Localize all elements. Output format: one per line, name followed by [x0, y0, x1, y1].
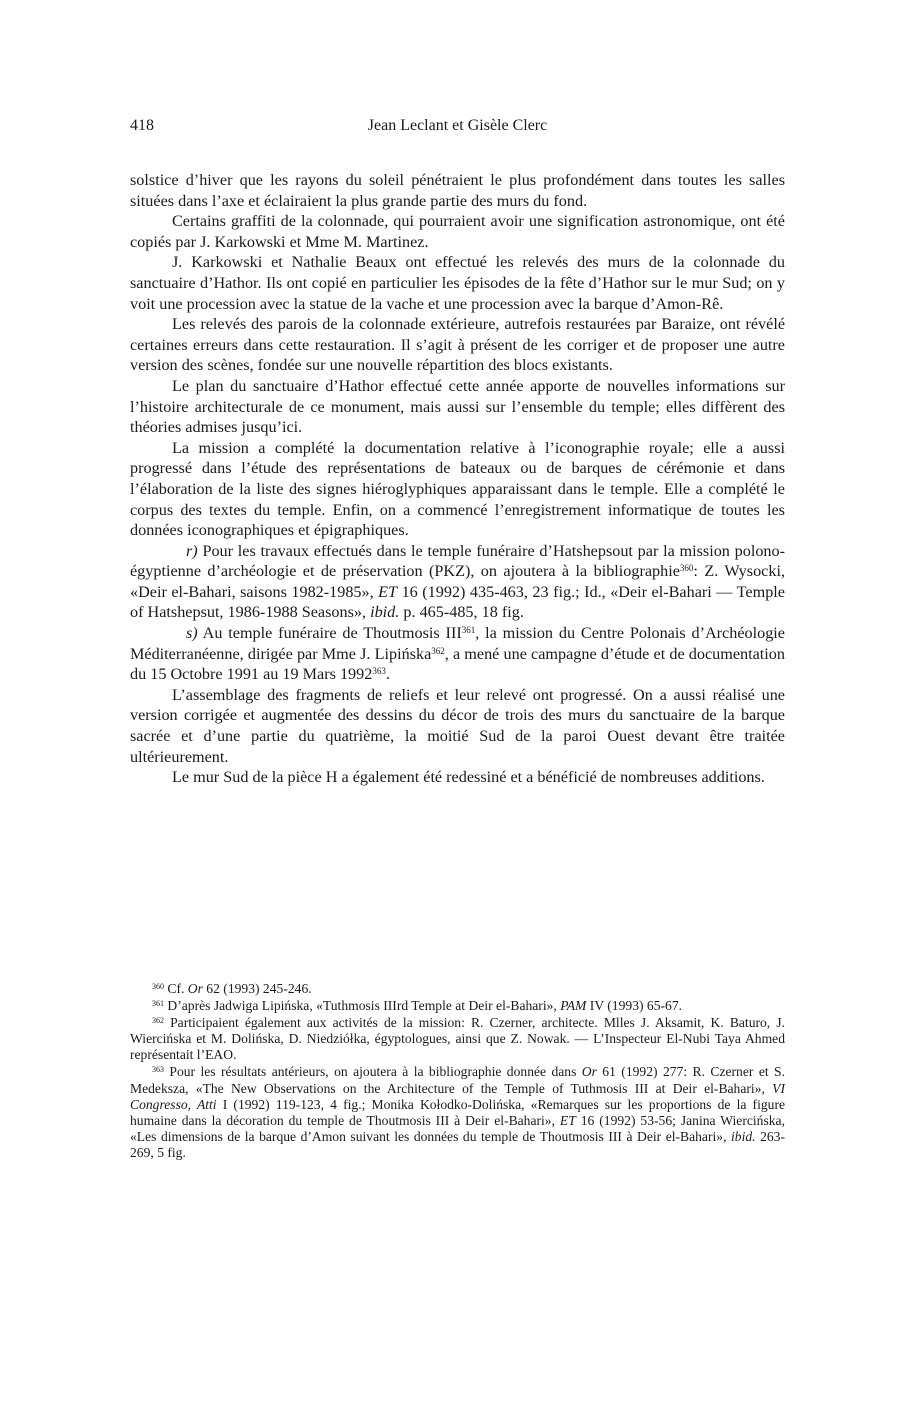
text-run: 61 (1992) 277: R. Czerner et S. Medeksza, «The New Observations on the Architecture of the Temple of Tuthmosis III at Deir el-Bahari», — [130, 1064, 785, 1096]
footnote-ref-362: 362 — [431, 645, 445, 656]
page-number: 418 — [130, 117, 154, 134]
journal-abbrev: ET — [559, 1112, 576, 1128]
body-text — [130, 170, 785, 788]
running-head: Jean Leclant et Gisèle Clerc — [367, 117, 548, 134]
text-run: Pour les travaux effectués dans le temple funéraire d’Hatshepsout par la mission polono-égyptienne d’archéologie et de préservation (PKZ), on ajoutera à la bibliographie — [130, 541, 785, 581]
paragraph-r — [130, 541, 785, 623]
section-marker-s: s) — [186, 624, 198, 643]
text-run: 263-269, 5 fig. — [130, 1128, 785, 1160]
text-run: : Z. Wysocki, «Deir el-Bahari, saisons 1982-1985», — [130, 562, 785, 601]
footnote-number: 361 — [152, 999, 164, 1009]
text-run: Pour les résultats antérieurs, on ajoutera à la bibliographie donnée dans — [164, 1064, 582, 1080]
text-run: Au temple funéraire de Thoutmosis III — [197, 624, 462, 643]
text-run: 16 (1992) 435-463, 23 fig.; Id., «Deir el-Bahari — Temple of Hatshepsut, 1986-1988 Seasons», — [130, 582, 785, 622]
text-run: , a mené une campagne d’étude et de documentation du 15 Octobre 1991 au 19 Mars 1992 — [130, 644, 785, 684]
footnote-361 — [130, 998, 785, 1014]
paragraph-4: Les relevés des parois de la colonnade extérieure, autrefois restaurées par Baraize, ont révélé certaines erreurs dans cette restauration. Il s’agit à présent de les corriger et de proposer une autre version des scènes, fondée sur une nouvelle répartition des blocs existants. — [130, 315, 785, 375]
text-run: , la mission du Centre Polonais d’Archéologie Méditerranéenne, dirigée par Mme J. Lipińska — [130, 624, 785, 663]
footnotes — [130, 981, 785, 1162]
paragraph-10: Le mur Sud de la pièce H a également été redessiné et a bénéficié de nombreuses additions. — [172, 768, 765, 787]
footnote-number: 363 — [152, 1065, 164, 1075]
text-run: . — [385, 665, 390, 684]
journal-abbrev: ET — [378, 582, 398, 601]
paragraph-5: Le plan du sanctuaire d’Hathor effectué cette année apporte de nouvelles informations sur l’histoire architecturale de ce monument, mais aussi sur l’ensemble du temple; elles diffèrent des théories admises jusqu’ici. — [130, 376, 785, 437]
paragraph-s — [130, 623, 785, 685]
footnote-363 — [130, 1064, 785, 1161]
paragraph-1: solstice d’hiver que les rayons du soleil pénétraient le plus profondément dans toutes les salles situées dans l’axe et éclairaient la plus grande partie des murs du fond. — [130, 171, 785, 210]
publication-title: VI Congresso, Atti — [130, 1080, 785, 1112]
text-run: p. 465-485, 18 fig. — [399, 603, 524, 622]
footnote-ref-360: 360 — [679, 563, 694, 574]
ibid: ibid. — [370, 603, 400, 622]
footnote-362 — [130, 1015, 785, 1063]
text-run: 62 (1993) 245-246. — [202, 981, 312, 996]
footnote-number: 362 — [152, 1016, 164, 1026]
text-run: IV (1993) 65-67. — [586, 998, 683, 1014]
section-marker-r: r) — [186, 541, 198, 560]
footnote-ref-363: 363 — [372, 666, 386, 677]
text-run: D’après Jadwiga Lipińska, «Tuthmosis IIIrd Temple at Deir el-Bahari», — [164, 998, 561, 1014]
page-header — [130, 117, 785, 143]
ibid: ibid. — [731, 1128, 756, 1144]
footnote-ref-361: 361 — [461, 625, 476, 636]
text-run: 16 (1992) 53-56; Janina Wiercińska, «Les dimensions de la barque d’Amon suivant les données du temple de Thoutmosis III à Deir el-Bahari», — [130, 1112, 785, 1144]
paragraph-2: Certains graffiti de la colonnade, qui pourraient avoir une signification astronomique, ont été copiés par J. Karkowski et Mme M. Martinez. — [130, 212, 785, 251]
text-run: I (1992) 119-123, 4 fig.; Monika Kołodko-Dolińska, «Remarques sur les proportions de la figure humaine dans la décoration du temple de Thoutmosis III à Deir el-Bahari», — [130, 1096, 786, 1128]
paragraph-6: La mission a complété la documentation relative à l’iconographie royale; elle a aussi progressé dans l’étude des représentations de bateaux ou de barques de cérémonie et dans l’élaboration de la liste des signes hiéroglyphiques apparaissant dans le temple. Elle a complété le corpus des textes du temple. Enfin, on a commencé l’enregistrement informatique de toutes les données iconographiques et épigraphiques. — [130, 438, 785, 540]
text-run: Participaient également aux activités de la mission: R. Czerner, architecte. Mlles J. Aksamit, K. Baturo, J. Wiercińska et M. Dolińska, D. Niedziółka, égyptologues, ainsi que Z. Nowak. — L’Inspecteur El-Nubi Taya Ahmed représentait l’EAO. — [130, 1015, 785, 1063]
footnote-360 — [130, 981, 785, 997]
journal-abbrev: PAM — [560, 998, 587, 1014]
footnote-number: 360 — [152, 982, 164, 991]
journal-abbrev: Or — [581, 1064, 597, 1080]
paragraph-3: J. Karkowski et Nathalie Beaux ont effectué les relevés des murs de la colonnade du sanctuaire d’Hathor. Ils ont copié en particulier les épisodes de la fête d’Hathor sur le mur Sud; on y voit une procession avec la statue de la vache et une procession avec la barque d’Amon-Rê. — [130, 253, 785, 313]
text-run: Cf. — [164, 981, 188, 996]
paragraph-9: L’assemblage des fragments de reliefs et leur relevé ont progressé. On a aussi réalisé une version corrigée et augmentée des dessins du décor de trois des murs du sanctuaire de la barque sacrée et d’une partie du quatrième, la moitié Sud de la paroi Ouest devant être traitée ultérieurement. — [130, 685, 785, 766]
journal-abbrev: Or — [187, 981, 203, 996]
